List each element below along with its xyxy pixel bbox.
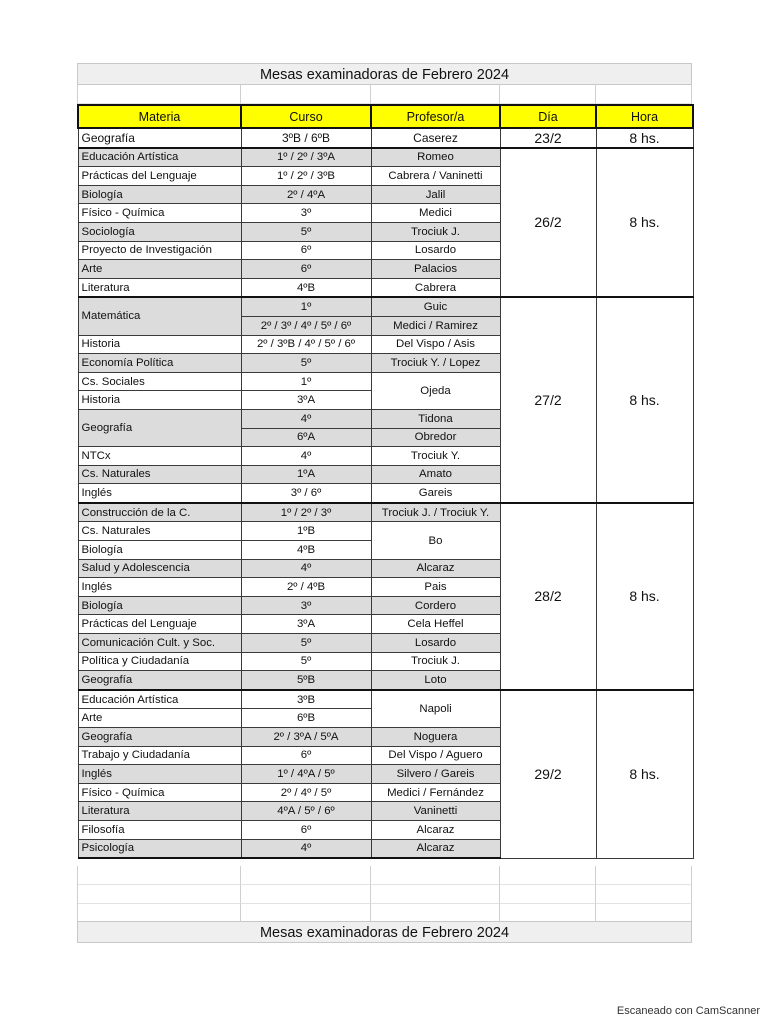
curso-cell: 4ºA / 5º / 6º	[241, 802, 371, 821]
footer-title: Mesas examinadoras de Febrero 2024	[77, 921, 692, 943]
materia-cell: Físico - Química	[78, 204, 241, 223]
materia-cell: Geografía	[78, 128, 241, 148]
curso-cell: 2º / 3º / 4º / 5º / 6º	[241, 316, 371, 335]
profesor-cell: Vaninetti	[371, 802, 500, 821]
table-row	[78, 297, 693, 316]
curso-cell: 3º	[241, 596, 371, 615]
materia-cell: Biología	[78, 185, 241, 204]
curso-cell: 4º	[241, 409, 371, 428]
profesor-cell: Medici	[371, 204, 500, 223]
materia-cell: Físico - Química	[78, 783, 241, 802]
materia-cell: Salud y Adolescencia	[78, 559, 241, 578]
curso-cell: 3º / 6º	[241, 484, 371, 503]
profesor-cell: Medici / Ramirez	[371, 316, 500, 335]
dia-cell: 26/2	[500, 148, 596, 298]
header-materia: Materia	[78, 105, 241, 128]
materia-cell: Comunicación Cult. y Soc.	[78, 634, 241, 653]
materia-cell: Educación Artística	[78, 148, 241, 167]
profesor-cell: Cabrera	[371, 278, 500, 297]
profesor-cell: Cordero	[371, 596, 500, 615]
hora-cell: 8 hs.	[596, 503, 693, 690]
materia-cell: Política y Ciudadanía	[78, 652, 241, 671]
materia-cell: Cs. Naturales	[78, 522, 241, 541]
profesor-cell: Trociuk J.	[371, 222, 500, 241]
hora-cell: 8 hs.	[596, 690, 693, 858]
materia-cell: Proyecto de Investigación	[78, 241, 241, 260]
curso-cell: 3ºB	[241, 690, 371, 709]
curso-cell: 5º	[241, 652, 371, 671]
profesor-cell: Losardo	[371, 634, 500, 653]
materia-cell: Biología	[78, 541, 241, 560]
materia-cell: Prácticas del Lenguaje	[78, 167, 241, 186]
materia-cell: Cs. Sociales	[78, 372, 241, 391]
curso-cell: 2º / 4ºA	[241, 185, 371, 204]
empty-grid-rows	[77, 866, 692, 923]
materia-cell: Biología	[78, 596, 241, 615]
curso-cell: 5º	[241, 354, 371, 373]
profesor-cell: Trociuk J. / Trociuk Y.	[371, 503, 500, 522]
profesor-cell: Trociuk Y.	[371, 447, 500, 466]
spacer-row	[77, 85, 692, 104]
curso-cell: 4ºB	[241, 278, 371, 297]
profesor-cell: Pais	[371, 578, 500, 597]
profesor-cell: Jalil	[371, 185, 500, 204]
curso-cell: 4ºB	[241, 541, 371, 560]
curso-cell: 1ºA	[241, 465, 371, 484]
dia-cell: 23/2	[500, 128, 596, 148]
materia-cell: Literatura	[78, 278, 241, 297]
dia-cell: 27/2	[500, 297, 596, 503]
curso-cell: 1ºB	[241, 522, 371, 541]
profesor-cell: Gareis	[371, 484, 500, 503]
curso-cell: 5º	[241, 634, 371, 653]
table-row	[78, 148, 693, 167]
materia-cell: Geografía	[78, 671, 241, 690]
curso-cell: 4º	[241, 839, 371, 858]
curso-cell: 6º	[241, 241, 371, 260]
profesor-cell: Romeo	[371, 148, 500, 167]
header-curso: Curso	[241, 105, 371, 128]
materia-cell: Economía Política	[78, 354, 241, 373]
materia-cell: Matemática	[78, 297, 241, 335]
curso-cell: 1º / 4ºA / 5º	[241, 765, 371, 784]
profesor-cell: Cabrera / Vaninetti	[371, 167, 500, 186]
profesor-cell: Trociuk Y. / Lopez	[371, 354, 500, 373]
curso-cell: 6º	[241, 820, 371, 839]
curso-cell: 1º / 2º / 3ºB	[241, 167, 371, 186]
profesor-cell: Del Vispo / Aguero	[371, 746, 500, 765]
profesor-cell: Alcaraz	[371, 559, 500, 578]
curso-cell: 5º	[241, 222, 371, 241]
materia-cell: Cs. Naturales	[78, 465, 241, 484]
materia-cell: Educación Artística	[78, 690, 241, 709]
materia-cell: Arte	[78, 709, 241, 728]
profesor-cell: Alcaraz	[371, 820, 500, 839]
materia-cell: Geografía	[78, 728, 241, 747]
profesor-cell: Napoli	[371, 690, 500, 728]
materia-cell: Inglés	[78, 765, 241, 784]
table-row	[78, 690, 693, 709]
curso-cell: 1º / 2º / 3º	[241, 503, 371, 522]
materia-cell: Literatura	[78, 802, 241, 821]
curso-cell: 1º / 2º / 3ºA	[241, 148, 371, 167]
hora-cell: 8 hs.	[596, 128, 693, 148]
dia-cell: 29/2	[500, 690, 596, 858]
header-hora: Hora	[596, 105, 693, 128]
profesor-cell: Amato	[371, 465, 500, 484]
curso-cell: 1º	[241, 297, 371, 316]
profesor-cell: Losardo	[371, 241, 500, 260]
materia-cell: Construcción de la C.	[78, 503, 241, 522]
hora-cell: 8 hs.	[596, 297, 693, 503]
profesor-cell: Cela Heffel	[371, 615, 500, 634]
curso-cell: 2º / 3ºB / 4º / 5º / 6º	[241, 335, 371, 354]
materia-cell: Inglés	[78, 578, 241, 597]
profesor-cell: Trociuk J.	[371, 652, 500, 671]
profesor-cell: Tidona	[371, 409, 500, 428]
materia-cell: NTCx	[78, 447, 241, 466]
document-title: Mesas examinadoras de Febrero 2024	[77, 63, 692, 85]
curso-cell: 6º	[241, 260, 371, 279]
table-row	[78, 503, 693, 522]
header-dia: Día	[500, 105, 596, 128]
materia-cell: Geografía	[78, 409, 241, 446]
materia-cell: Prácticas del Lenguaje	[78, 615, 241, 634]
profesor-cell: Medici / Fernández	[371, 783, 500, 802]
materia-cell: Psicología	[78, 839, 241, 858]
materia-cell: Sociología	[78, 222, 241, 241]
header-row	[78, 105, 693, 128]
profesor-cell: Silvero / Gareis	[371, 765, 500, 784]
exam-sheet	[77, 63, 692, 859]
curso-cell: 2º / 3ºA / 5ºA	[241, 728, 371, 747]
profesor-cell: Del Vispo / Asis	[371, 335, 500, 354]
materia-cell: Trabajo y Ciudadanía	[78, 746, 241, 765]
materia-cell: Filosofía	[78, 820, 241, 839]
curso-cell: 6ºB	[241, 709, 371, 728]
profesor-cell: Palacios	[371, 260, 500, 279]
materia-cell: Arte	[78, 260, 241, 279]
materia-cell: Historia	[78, 391, 241, 410]
materia-cell: Inglés	[78, 484, 241, 503]
curso-cell: 3ºB / 6ºB	[241, 128, 371, 148]
curso-cell: 6ºA	[241, 428, 371, 447]
curso-cell: 4º	[241, 447, 371, 466]
curso-cell: 2º / 4ºB	[241, 578, 371, 597]
curso-cell: 4º	[241, 559, 371, 578]
dia-cell: 28/2	[500, 503, 596, 690]
profesor-cell: Bo	[371, 522, 500, 559]
profesor-cell: Obredor	[371, 428, 500, 447]
curso-cell: 1º	[241, 372, 371, 391]
profesor-cell: Noguera	[371, 728, 500, 747]
curso-cell: 2º / 4º / 5º	[241, 783, 371, 802]
curso-cell: 3ºA	[241, 391, 371, 410]
profesor-cell: Guic	[371, 297, 500, 316]
scanner-watermark: Escaneado con CamScanner	[616, 1005, 760, 1017]
profesor-cell: Ojeda	[371, 372, 500, 409]
curso-cell: 3º	[241, 204, 371, 223]
hora-cell: 8 hs.	[596, 148, 693, 298]
header-profesor: Profesor/a	[371, 105, 500, 128]
profesor-cell: Loto	[371, 671, 500, 690]
profesor-cell: Caserez	[371, 128, 500, 148]
profesor-cell: Alcaraz	[371, 839, 500, 858]
materia-cell: Historia	[78, 335, 241, 354]
exam-schedule-table	[77, 104, 694, 859]
curso-cell: 5ºB	[241, 671, 371, 690]
table-row	[78, 128, 693, 148]
curso-cell: 3ºA	[241, 615, 371, 634]
curso-cell: 6º	[241, 746, 371, 765]
